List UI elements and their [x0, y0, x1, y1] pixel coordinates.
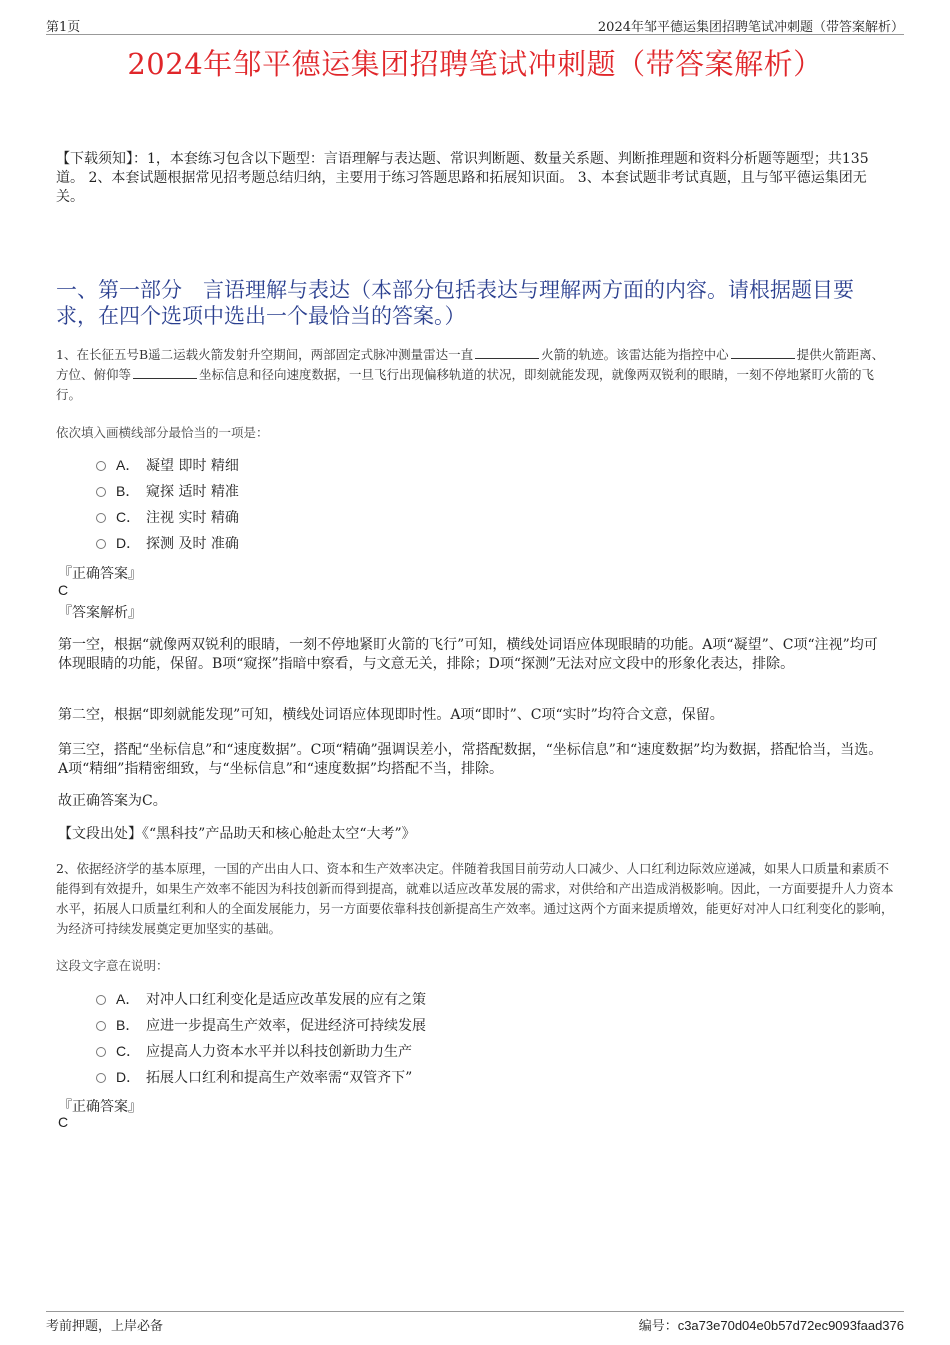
- page-header: [46, 14, 904, 35]
- q1-stem-part: 1、在长征五号B遥二运载火箭发射升空期间，两部固定式脉冲测量雷达一直: [56, 347, 474, 362]
- q2-options: [96, 986, 426, 1090]
- q2-option-c[interactable]: C． 应提高人力资本水平并以科技创新助力生产: [96, 1038, 426, 1064]
- q2-answer: C: [58, 1114, 69, 1130]
- radio-icon[interactable]: [96, 539, 106, 549]
- q1-analysis-para-1: 第一空，根据“就像两双锐利的眼睛，一刻不停地紧盯火箭的飞行”可知，横线处词语应体现眼睛的功能。A项“凝望”、C项“注视”均可体现眼睛的功能，保留。B项“窥探”指暗中察看，与文意无关，排除；D项“探测”无法对应文段中的形象化表达，排除。: [58, 637, 878, 672]
- q1-answer: C: [58, 582, 69, 598]
- page-footer: [46, 1311, 904, 1334]
- download-notice: 【下载须知】：1，本套练习包含以下题型：言语理解与表达题、常识判断题、数量关系题、判断推理题和资料分析题等题型；共135道。 2、本套试题根据常见招考题总结归纳，主要用于练习答题思路和拓展知识面。 3、本套试题非考试真题，且与邹平德运集团无关。: [56, 151, 869, 205]
- fill-blank: [731, 346, 795, 359]
- radio-icon[interactable]: [96, 995, 106, 1005]
- q1-stem-part: 坐标信息和径向速度数据，一旦飞行出现偏移轨道的状况，即刻就能发现，就像两双锐利的眼睛，一刻不停地紧盯火箭的飞行。: [56, 367, 875, 402]
- radio-icon[interactable]: [96, 513, 106, 523]
- q1-answer-label: 『正确答案』: [58, 566, 142, 582]
- footer-slogan: 考前押题，上岸必备: [46, 1319, 164, 1334]
- q2-option-b[interactable]: B． 应进一步提高生产效率，促进经济可持续发展: [96, 1012, 426, 1038]
- radio-icon[interactable]: [96, 1021, 106, 1031]
- page-title: 2024年邹平德运集团招聘笔试冲刺题（带答案解析）: [127, 47, 823, 81]
- radio-icon[interactable]: [96, 1047, 106, 1057]
- q1-analysis-label: 『答案解析』: [58, 605, 142, 621]
- page-number: 第1页: [46, 20, 81, 35]
- q2-prompt: 这段文字意在说明：: [56, 958, 169, 973]
- q2-answer-label: 『正确答案』: [58, 1099, 142, 1115]
- question-1-stem: [56, 345, 894, 405]
- fill-blank: [133, 366, 197, 379]
- radio-icon[interactable]: [96, 1073, 106, 1083]
- q1-stem-part: 提供火箭距离、方位、俯仰等: [56, 347, 885, 382]
- q1-stem-part: 火箭的轨迹。该雷达能为指控中心: [541, 347, 729, 362]
- q1-source: 【文段出处】《“黑科技”产品助天和核心舱赴太空“大考”》: [58, 826, 416, 842]
- q1-analysis-para-2: 第二空，根据“即刻就能发现”可知，横线处词语应体现即时性。A项“即时”、C项“实时”均符合文意，保留。: [58, 707, 724, 723]
- q1-option-d[interactable]: D． 探测 及时 准确: [96, 530, 239, 556]
- q1-option-b[interactable]: B． 窥探 适时 精准: [96, 478, 239, 504]
- q2-option-d[interactable]: D． 拓展人口红利和提高生产效率需“双管齐下”: [96, 1064, 426, 1090]
- q1-options: [96, 452, 239, 556]
- section-title: 一、第一部分 言语理解与表达（本部分包括表达与理解两方面的内容。请根据题目要求，在四个选项中选出一个最恰当的答案。）: [56, 278, 854, 328]
- fill-blank: [475, 346, 539, 359]
- q2-option-a[interactable]: A． 对冲人口红利变化是适应改革发展的应有之策: [96, 986, 426, 1012]
- header-doc-title: 2024年邹平德运集团招聘笔试冲刺题（带答案解析）: [597, 20, 904, 35]
- q1-analysis-para-3: 第三空，搭配“坐标信息”和“速度数据”。C项“精确”强调误差小，常搭配数据，“坐标信息”和“速度数据”均为数据，搭配恰当，当选。A项“精细”指精密细致，与“坐标信息”和“速度数据”均搭配不当，排除。: [58, 742, 883, 777]
- document-code: 编号：c3a73e70d04e0b57d72ec9093faad376: [638, 1318, 904, 1333]
- radio-icon[interactable]: [96, 461, 106, 471]
- q1-option-c[interactable]: C． 注视 实时 精确: [96, 504, 239, 530]
- q1-option-a[interactable]: A． 凝望 即时 精细: [96, 452, 239, 478]
- question-2-stem: 2、依据经济学的基本原理，一国的产出由人口、资本和生产效率决定。伴随着我国目前劳动人口减少、人口红利边际效应递减，如果人口质量和素质不能得到有效提升，如果生产效率不能因为科技创新而得到提高，就难以适应改革发展的需求，对供给和产出造成消极影响。因此，一方面要提升人力资本水平，拓展人口质量红利和人的全面发展能力，另一方面要依靠科技创新提高生产效率。通过这两个方面来提质增效，能更好对冲人口红利变化的影响，为经济可持续发展奠定更加坚实的基础。: [56, 861, 894, 936]
- radio-icon[interactable]: [96, 487, 106, 497]
- q1-prompt: 依次填入画横线部分最恰当的一项是：: [56, 425, 269, 440]
- q1-analysis-conclusion: 故正确答案为C。: [58, 793, 167, 809]
